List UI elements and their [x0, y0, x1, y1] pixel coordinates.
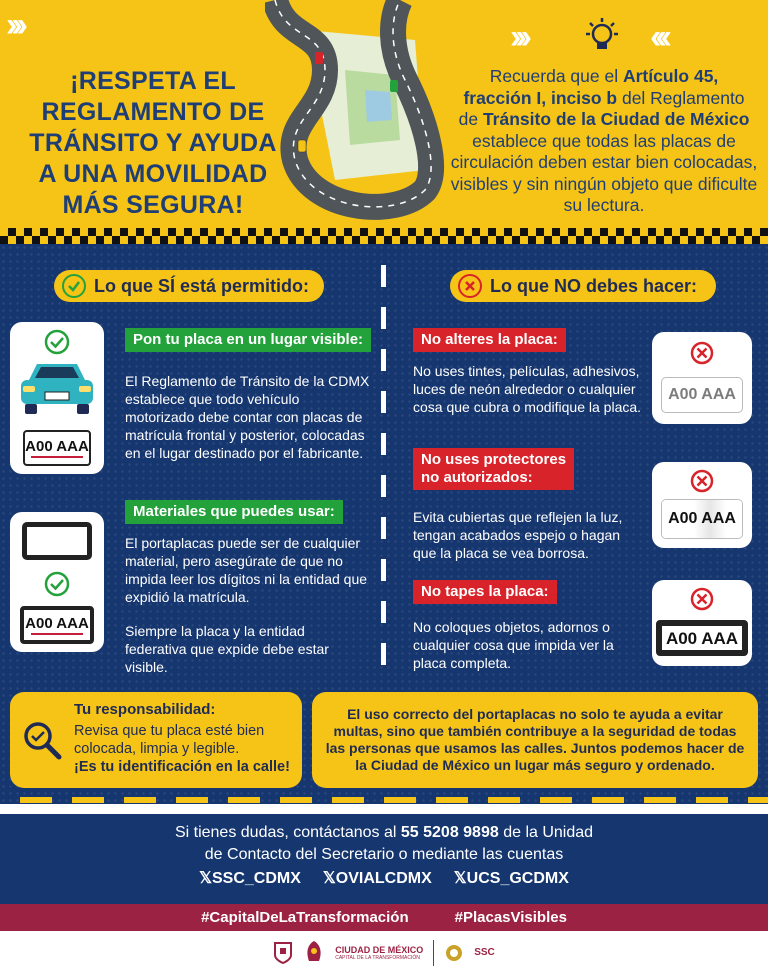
license-plate: A00 AAA — [23, 430, 91, 466]
cdmx-logo-text: CIUDAD DE MÉXICO CAPITAL DE LA TRANSFORMACIÓN — [335, 945, 424, 961]
government-seal-icon — [273, 941, 293, 965]
visible-place-text: El Reglamento de Tránsito de la CDMX establece que todo vehículo motorizado debe contar con placas de matrícula frontal y posterior, colocadas en el lugar destinado por el fabricante. — [125, 373, 370, 461]
visible-place-label: Pon tu placa en un lugar visible: — [125, 328, 371, 352]
social-account-ssc[interactable]: 𝕏SSC_CDMX — [199, 870, 301, 887]
social-accounts — [0, 868, 768, 888]
car-icon — [15, 358, 99, 416]
hashtag-capital[interactable]: #CapitalDeLaTransformación — [201, 909, 409, 926]
materials-label: Materiales que puedes usar: — [125, 500, 343, 524]
info-text: El uso correcto del portaplacas no solo te ayuda a evitar multas, sino que también contribuye a la seguridad de todas las personas que usamos las calles. Juntos podemos hacer de la Ciudad de México un lugar más seguro y ordenado. — [325, 706, 745, 773]
plate-frame-icon — [22, 522, 92, 560]
info-card — [312, 692, 758, 788]
no-cover-label: No tapes la placa: — [413, 580, 557, 604]
contact-section — [0, 814, 768, 904]
lightbulb-icon — [580, 16, 624, 60]
no-protectors-text: Evita cubiertas que reflejen la luz, tengan acabados espejo o hagan que la placa se vea borrosa. — [413, 509, 623, 561]
phone-number[interactable]: 55 5208 9898 — [400, 824, 499, 841]
center-divider — [381, 265, 386, 685]
social-account-ucs[interactable]: 𝕏UCS_GCDMX — [453, 870, 569, 887]
license-plate: A00 AAA — [662, 500, 742, 538]
hashtag-bar — [0, 904, 768, 931]
altered-plate-card — [652, 332, 752, 424]
x-circle-icon — [689, 468, 715, 494]
license-plate: A00 AAA — [662, 378, 742, 412]
ssc-badge-icon — [444, 943, 464, 963]
check-circle-icon — [43, 570, 71, 598]
cdmx-emblem-icon — [303, 939, 325, 967]
chevrons-right-decoration: ››› — [510, 18, 526, 56]
allowed-pill-label: Lo que SÍ está permitido: — [94, 275, 310, 296]
footer-logos — [0, 931, 768, 975]
plate-holder-card — [10, 512, 104, 652]
materials-text: El portaplacas puede ser de cualquier material, pero asegúrate de que no impida leer los dígitos ni la entidad que expidió la matrícula. — [125, 535, 368, 605]
allowed-pill — [54, 270, 324, 302]
x-circle-icon — [689, 586, 715, 612]
header-banner — [0, 0, 768, 228]
forbidden-pill-label: Lo que NO debes hacer: — [490, 275, 698, 296]
contact-line-1: Si tienes dudas, contáctanos al 55 5208 9898 de la Unidad — [174, 824, 594, 841]
main-title: ¡RESPETA EL REGLAMENTO DE TRÁNSITO Y AYUDA A UNA MOVILIDAD MÁS SEGURA! — [29, 67, 277, 219]
road-illustration — [265, 0, 445, 228]
car-plate-card — [10, 322, 104, 474]
no-alter-text: No uses tintes, películas, adhesivos, luces de neón alrededor o cualquier cosa que cubra o modifique la placa. — [413, 363, 642, 415]
checkered-divider — [0, 228, 768, 244]
check-circle-icon — [43, 328, 71, 356]
license-plate: A00 AAA — [20, 606, 94, 644]
license-plate: A00 AAA — [656, 620, 748, 656]
no-protectors-label: No uses protectores no autorizados: — [413, 448, 574, 490]
chevrons-left-decoration: ‹‹‹ — [650, 18, 666, 56]
responsibility-title: Tu responsabilidad: — [74, 701, 216, 718]
no-cover-text: No coloques objetos, adornos o cualquier cosa que impida ver la placa completa. — [413, 619, 614, 671]
x-circle-icon — [458, 274, 482, 298]
article-paragraph: Recuerda que el Artículo 45, fracción I, inciso b del Reglamento de Tránsito de la Ciudad de México establece que todas las placas de circulación deben estar bien colocadas, visibles y sin ningún objeto que dificulte su lectura. — [450, 66, 758, 215]
forbidden-pill — [450, 270, 716, 302]
x-circle-icon — [689, 340, 715, 366]
hashtag-placas[interactable]: #PlacasVisibles — [454, 909, 567, 926]
magnifier-icon — [20, 718, 64, 762]
responsibility-text: Revisa que tu placa esté bien colocada, limpia y legible. ¡Es tu identificación en la calle! — [74, 723, 290, 775]
contact-line-2: de Contacto del Secretario o mediante las cuentas — [204, 846, 564, 863]
protector-plate-card — [652, 462, 752, 548]
social-account-ovial[interactable]: 𝕏OVIALCDMX — [322, 870, 432, 887]
no-alter-label: No alteres la placa: — [413, 328, 566, 352]
materials-text-2: Siempre la placa y la entidad federativa que expide debe estar visible. — [125, 623, 329, 675]
check-circle-icon — [62, 274, 86, 298]
ssc-logo-text: SSC — [474, 947, 495, 958]
footer-separator — [433, 940, 434, 966]
covered-plate-card — [652, 580, 752, 666]
chevrons-right-decoration: ››› — [6, 6, 22, 44]
road-dashes — [0, 797, 768, 803]
